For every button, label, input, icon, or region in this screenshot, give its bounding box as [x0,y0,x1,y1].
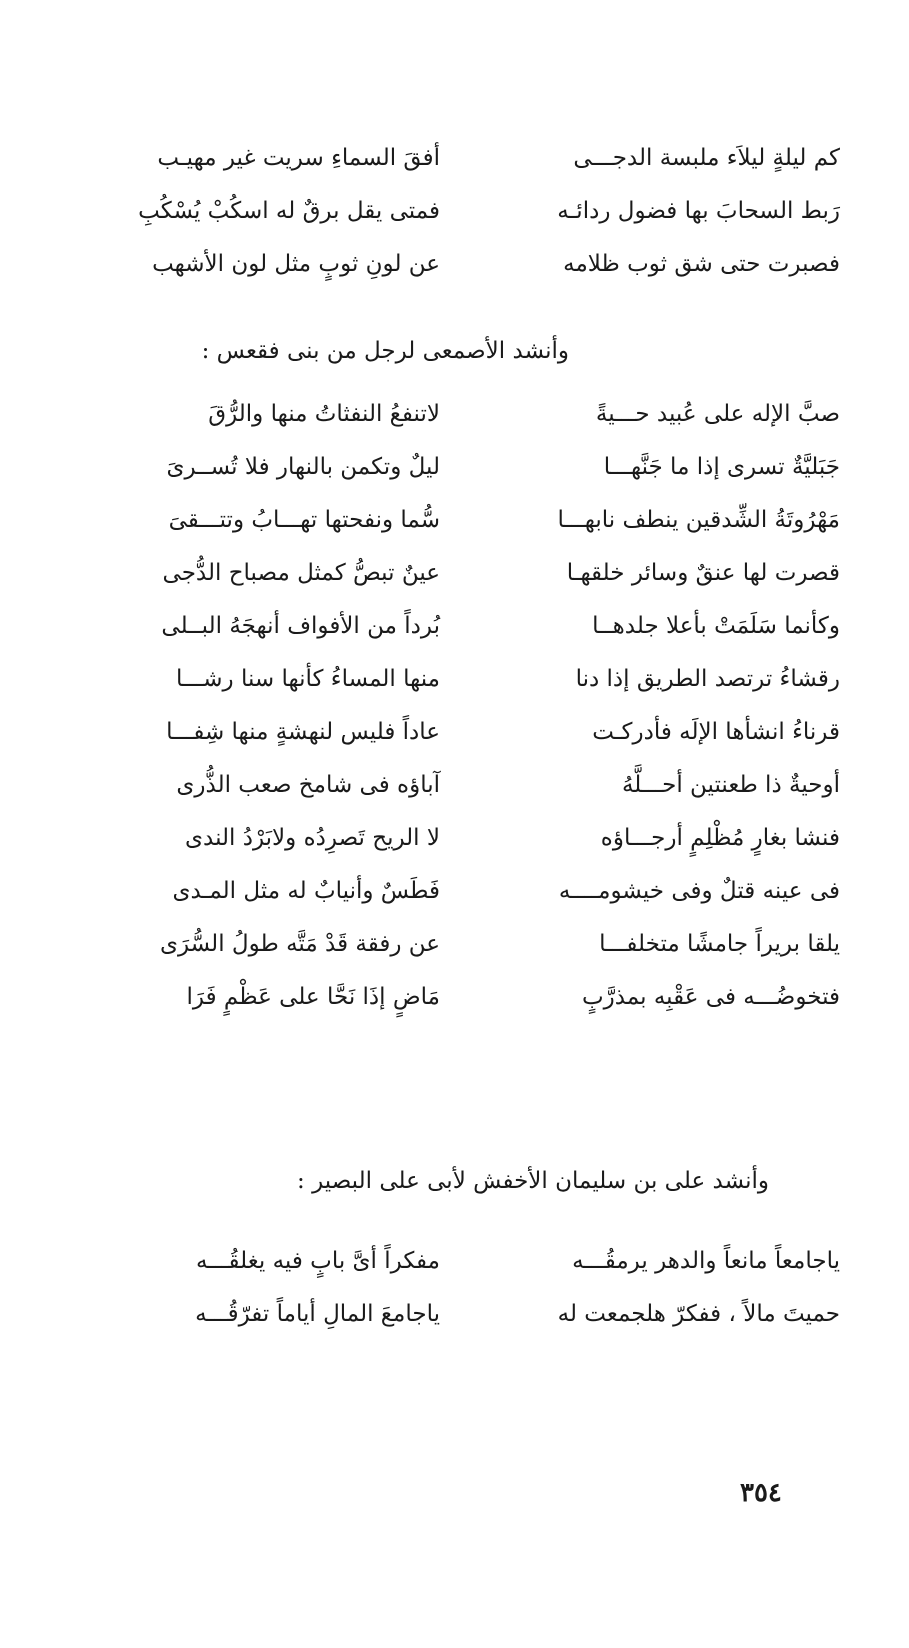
verse-first-hemistich: فصبرت حتى شق ثوب ظلامه [563,251,840,277]
poem-stanza-3 [70,1235,840,1341]
verse-first-hemistich: يلقا بريراً جامشًا متخلفـــا [599,931,840,957]
verse [70,547,840,600]
verse-second-hemistich: لاتنفعُ النفثاتُ منها والرُّقَ [208,401,440,427]
verse-first-hemistich: قصرت لها عنقٌ وسائر خلقهـا [566,560,840,586]
verse-second-hemistich: أفقَ السماءِ سريت غير مهيـب [157,145,440,171]
verse [70,971,840,1024]
verse-first-hemistich: مَهْرُوتَةُ الشِّدقين ينطف نابهـــا [557,507,840,533]
verse-first-hemistich: فتخوضُـــه فى عَقْبِه بمذرَّبٍ [582,984,840,1010]
verse [70,132,840,185]
verse-first-hemistich: أوحيةٌ ذا طعنتين أحـــلَّهُ [621,772,840,798]
verse-first-hemistich: قرناءُ انشأها الإلَه فأدركـت [592,719,840,745]
verse-second-hemistich: بُرداً من الأفواف أنهجَهُ البــلى [161,613,440,639]
verse-first-hemistich: كم ليلةٍ ليلاَء ملبسة الدجـــى [573,145,840,171]
verse-second-hemistich: منها المساءُ كأنها سنا رشـــا [176,666,440,692]
verse-second-hemistich: آباؤه فى شامخ صعب الذُّرى [176,772,440,798]
verse-first-hemistich: فى عينه قتلٌ وفى خيشومــــه [558,878,840,904]
verse-second-hemistich: عاداً فليس لنهشةٍ منها شِفـــا [166,719,440,745]
poem-stanza-1 [70,132,840,291]
verse [70,759,840,812]
verse [70,388,840,441]
attribution-line-1: وأنشد الأصمعى لرجل من بنى فقعس : [201,338,569,364]
verse [70,441,840,494]
poem-stanza-2 [70,388,840,1024]
verse [70,600,840,653]
verse [70,1288,840,1341]
verse-second-hemistich: عن لونِ ثوبٍ مثل لون الأشهب [152,251,440,277]
attribution-line-2: وأنشد على بن سليمان الأخفش لأبى على البصير : [297,1168,769,1194]
verse-first-hemistich: رقشاءُ ترتصد الطريق إذا دنا [575,666,840,692]
verse [70,653,840,706]
verse-first-hemistich: فنشا بغارٍ مُظْلِمٍ أرجـــاؤه [600,825,840,851]
verse-second-hemistich: عينٌ تبصُّ كمثل مصباح الدُّجى [162,560,440,586]
verse-second-hemistich: فَطَسٌ وأنيابٌ له مثل المـدى [172,878,440,904]
page-number: ٣٥٤ [740,1478,782,1508]
verse-first-hemistich: حميتَ مالاً ، ففكرّ هلجمعت له [557,1301,840,1327]
verse-second-hemistich: مَاضٍ إذَا نَحَّا على عَظْمٍ فَرَا [186,984,440,1010]
verse-second-hemistich: عن رفقة قَدْ مَتَّه طولُ السُّرَى [159,931,440,957]
verse-second-hemistich: فمتى يقل برقٌ له اسكُبْ يُسْكُبِ [138,198,440,224]
verse-second-hemistich: سُّما ونفحتها تهـــابُ وتتـــقىَ [168,507,440,533]
verse-first-hemistich: رَبط السحابَ بها فضول ردائـه [557,198,840,224]
verse [70,812,840,865]
verse [70,1235,840,1288]
verse [70,238,840,291]
verse [70,706,840,759]
verse [70,494,840,547]
verse-second-hemistich: ياجامعَ المالِ أياماً تفرّقُـــه [195,1301,440,1327]
verse-second-hemistich: ليلٌ وتكمن بالنهار فلا تُســرىَ [166,454,440,480]
verse-second-hemistich: مفكراً أىَّ بابٍ فيه يغلقُـــه [196,1248,440,1274]
verse [70,865,840,918]
verse-first-hemistich: صبَّ الإله على عُبيد حـــيةً [595,401,840,427]
verse [70,185,840,238]
verse-second-hemistich: لا الريح تَصرِدُه ولابَرْدُ الندى [185,825,440,851]
verse-first-hemistich: جَبَليَّةٌ تسرى إذا ما جَنَّهـــا [603,454,840,480]
verse-first-hemistich: وكأنما سَلَمَتْ بأعلا جلدهــا [592,613,840,639]
verse [70,918,840,971]
verse-first-hemistich: ياجامعاً مانعاً والدهر يرمقُـــه [572,1248,840,1274]
